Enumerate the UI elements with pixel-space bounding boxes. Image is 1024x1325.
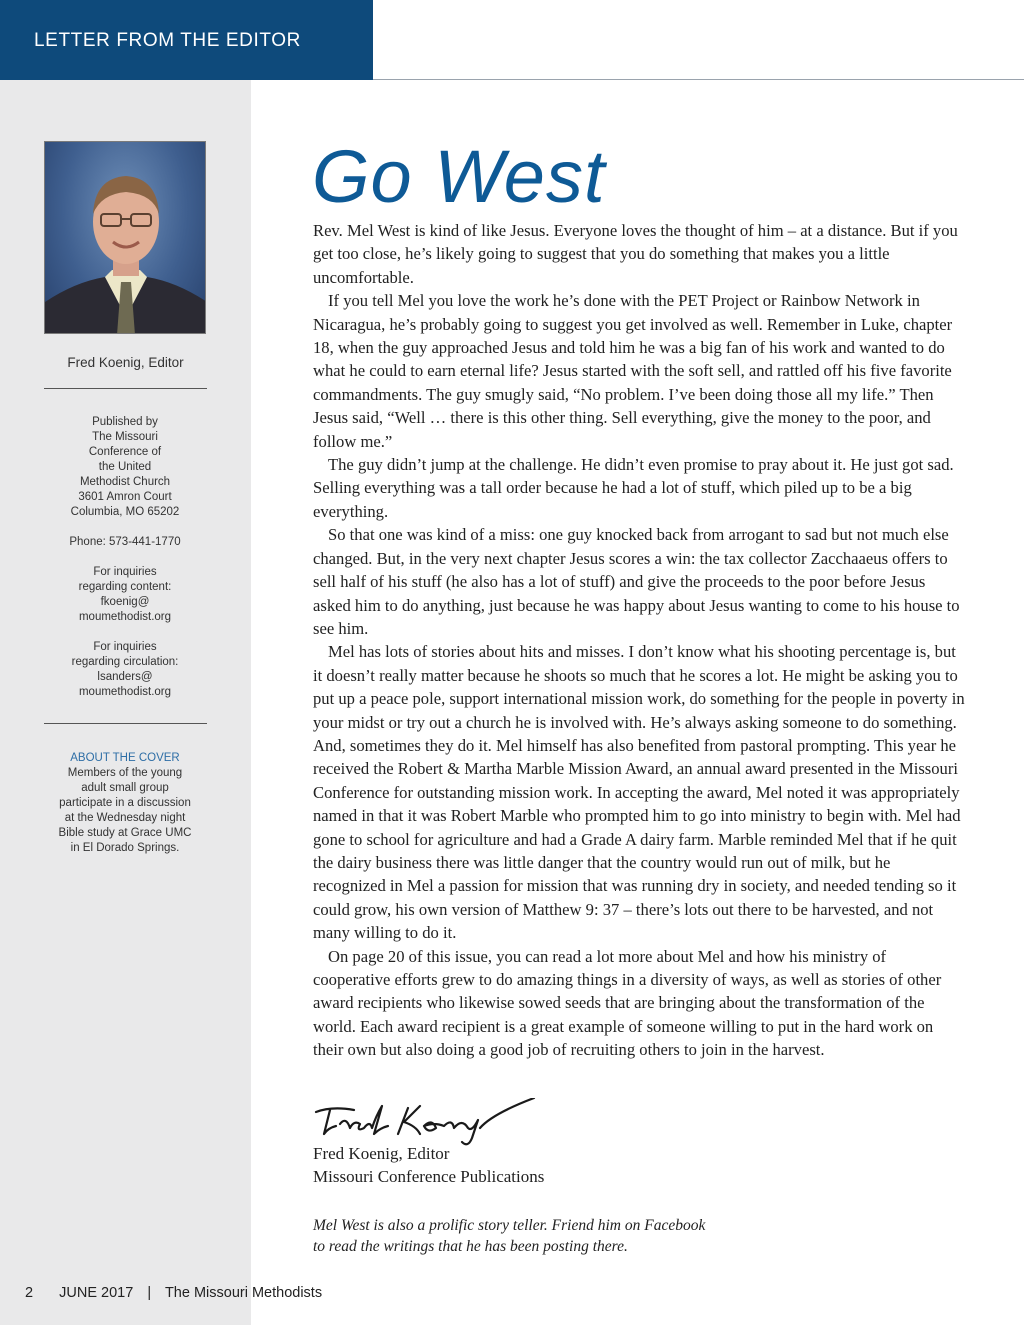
article-title: Go West [312,135,606,218]
note-line: to read the writings that he has been posting there. [313,1238,628,1255]
inquiry-email[interactable]: fkoenig@ [100,596,150,608]
section-header-band [0,0,373,80]
inquiry-line: For inquiries [93,566,157,578]
article-body [313,219,965,1062]
article-paragraph: If you tell Mel you love the work he’s done with the PET Project or Rainbow Network in Nicaragua, he’s probably going to suggest you get involved as well. Remember in Luke, chapter 18, when the guy approached Jesus and told him he was a big fan of his work and wanted to do what he could to earn eternal life? Jesus started with the soft sell, and rattled off his five favorite commandments. The guy smugly said, “No problem. I’ve been doing those all my life.” Then Jesus said, “Well … there is this other thing. Sell everything, give the money to the poor, and follow me.” [313,291,953,451]
cover-line: Members of the young [67,767,183,779]
publisher-line: 3601 Amron Court [78,491,172,503]
article-paragraph: Mel has lots of stories about hits and misses. I don’t know what his shooting percentage is, but it doesn’t really matter because he shoots so much that he scores a lot. He might be asking you to put up a peace pole, support international mission work, do something for the people in poverty in your midst or try out a church he is involved with. He’s always asking someone to do something. And, sometimes they do it. Mel himself has also benefited from pastoral prompting. This year he received the Robert & Martha Marble Mission Award, an annual award presented in the Missouri Conference for outstanding mission work. In accepting the award, Mel noted it was appropriately named in that it was Robert Marble who prompted him to go into ministry to begin with. Mel had gone to school for agriculture and had a Grade A dairy farm. Marble reminded Mel that if he quit the dairy business there was little danger that the country would run out of milk, but he recognized in Mel a passion for mission that was running dry in society, and needed tending so it could grow, his own version of Matthew 9: 37 – there’s lots out there to be harvested, and not many willing to do it. [313,642,965,943]
editor-portrait-image [45,142,206,334]
issue-date: JUNE 2017 [59,1285,134,1301]
cover-line: at the Wednesday night [64,812,186,824]
cover-heading: ABOUT THE COVER [70,752,180,764]
phone-number [45,535,205,550]
closing-note [313,1215,705,1257]
inquiry-email[interactable]: moumethodist.org [78,686,172,698]
content-inquiries [45,565,205,625]
signature-title: Missouri Conference Publications [313,1167,545,1186]
publication-name: The Missouri Methodists [164,1285,323,1301]
inquiry-line: For inquiries [93,641,157,653]
handwritten-signature [312,1098,542,1148]
cover-line: adult small group [81,782,169,794]
signature-name: Fred Koenig, Editor [313,1144,450,1163]
sidebar-divider-top [44,388,207,389]
about-the-cover [40,751,210,856]
publisher-line: Published by [92,416,158,428]
cover-line: in El Dorado Springs. [70,842,180,854]
publisher-info [45,415,205,520]
editor-photo [44,141,206,334]
inquiry-line: regarding circulation: [71,656,179,668]
header-rule [373,79,1024,80]
phone-text: Phone: 573-441-1770 [69,536,181,548]
note-line: Mel West is also a prolific story teller. Friend him on Facebook [313,1217,706,1234]
publisher-line: Conference of [88,446,162,458]
inquiry-line: regarding content: [78,581,172,593]
signature-block [313,1142,544,1188]
page-footer [25,1285,322,1301]
inquiry-email[interactable]: lsanders@ [97,671,153,683]
article-paragraph: So that one was kind of a miss: one guy knocked back from arrogant to sad but not much else changed. But, in the very next chapter Jesus scores a win: the tax collector Zacchaaeus offers to sell half of his stuff (he also has a lot of stuff) and give the proceeds to the poor before Jesus asked him to do anything, just because he was happy about Jesus wanting to come to his house to see him. [313,525,960,638]
publisher-line: the United [98,461,152,473]
article-paragraph: On page 20 of this issue, you can read a lot more about Mel and how his ministry of cooperative efforts grew to do amazing things in a diversity of ways, as well as stories of other award recipients who likewise sowed seeds that are bringing about the transformation of the world. Each award recipient is a great example of someone willing to put in the hard work on their own but also doing a good job of recruiting others to join in the harvest. [313,946,942,1060]
page-number: 2 [25,1285,34,1301]
circulation-inquiries [45,640,205,700]
article-paragraph: The guy didn’t jump at the challenge. He didn’t even promise to pray about it. He just got sad. Selling everything was a tall order because he had a lot of stuff, which piled up to be a big everything. [313,455,954,521]
cover-line: participate in a discussion [59,797,191,809]
section-label: LETTER FROM THE EDITOR [34,30,301,51]
inquiry-email[interactable]: moumethodist.org [78,611,172,623]
publisher-line: The Missouri [92,431,158,443]
publisher-line: Columbia, MO 65202 [70,506,180,518]
publisher-line: Methodist Church [79,476,171,488]
cover-line: Bible study at Grace UMC [58,827,192,839]
article-paragraph: Rev. Mel West is kind of like Jesus. Everyone loves the thought of him – at a distance. But if you get too close, he’s likely going to suggest that you do something that makes you a little uncomfortable. [313,221,958,287]
sidebar-divider-bottom [44,723,207,724]
photo-caption: Fred Koenig, Editor [67,355,184,370]
footer-separator: | [147,1285,152,1301]
